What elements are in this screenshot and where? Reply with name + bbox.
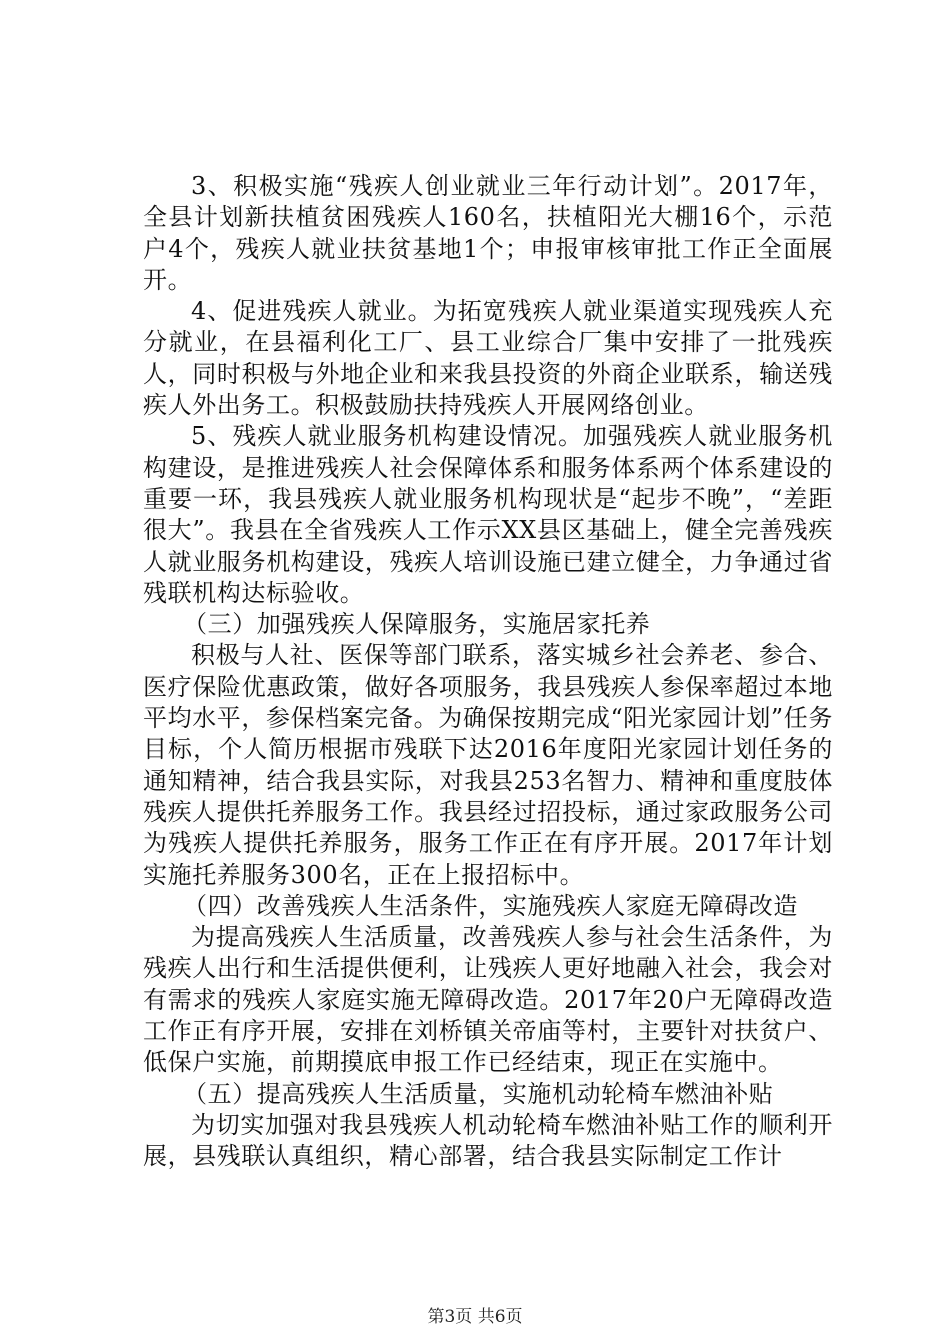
paragraph-insurance: 积极与人社、医保等部门联系，落实城乡社会养老、参合、医疗保险优惠政策，做好各项服务，我县残疾人参保率超过本地平均水平，参保档案完备。为确保按期完成“阳光家园计划”任务目标，个人简历根据市残联下达2016年度阳光家园计划任务的通知精神，结合我县实际，对我县253名智力、精神和重度肢体残疾人提供托养服务工作。我县经过招投标，通过家政服务公司为残疾人提供托养服务，服务工作正在有序开展。2017年计划实施托养服务300名，正在上报招标中。 (143, 641, 833, 889)
document-body (143, 171, 833, 1173)
section-heading-5: （五）提高残疾人生活质量，实施机动轮椅车燃油补贴 (183, 1079, 774, 1108)
page-footer (0, 1306, 950, 1328)
paragraph-item-5: 5、残疾人就业服务机构建设情况。加强残疾人就业服务机构建设，是推进残疾人社会保障体系和服务体系两个体系建设的重要一环，我县残疾人就业服务机构现状是“起步不晚”，“差距很大”。我县在全省残疾人工作示XX县区基础上，健全完善残疾人就业服务机构建设，残疾人培训设施已建立健全，力争通过省残联机构达标验收。 (143, 422, 833, 607)
paragraph-item-4: 4、促进残疾人就业。为拓宽残疾人就业渠道实现残疾人充分就业，在县福利化工厂、县工业综合厂集中安排了一批残疾人，同时积极与外地企业和来我县投资的外商企业联系，输送残疾人外出务工。积极鼓励扶持残疾人开展网络创业。 (143, 297, 833, 420)
page-number-label: 第3页 共6页 (427, 1307, 523, 1327)
section-heading-3: （三）加强残疾人保障服务，实施居家托养 (183, 610, 651, 639)
paragraph-item-3: 3、积极实施“残疾人创业就业三年行动计划”。2017年，全县计划新扶植贫困残疾人160名，扶植阳光大棚16个，示范户4个，残疾人就业扶贫基地1个；申报审核审批工作正全面展开。 (143, 172, 833, 294)
paragraph-fuel-subsidy: 为切实加强对我县残疾人机动轮椅车燃油补贴工作的顺利开展，县残联认真组织，精心部署，结合我县实际制定工作计 (143, 1110, 833, 1171)
section-heading-4: （四）改善残疾人生活条件，实施残疾人家庭无障碍改造 (183, 891, 798, 920)
paragraph-accessibility: 为提高残疾人生活质量，改善残疾人参与社会生活条件，为残疾人出行和生活提供便利，让残疾人更好地融入社会，我会对有需求的残疾人家庭实施无障碍改造。2017年20户无障碍改造工作正有序开展，安排在刘桥镇关帝庙等村，主要针对扶贫户、低保户实施，前期摸底申报工作已经结束，现正在实施中。 (143, 923, 833, 1077)
